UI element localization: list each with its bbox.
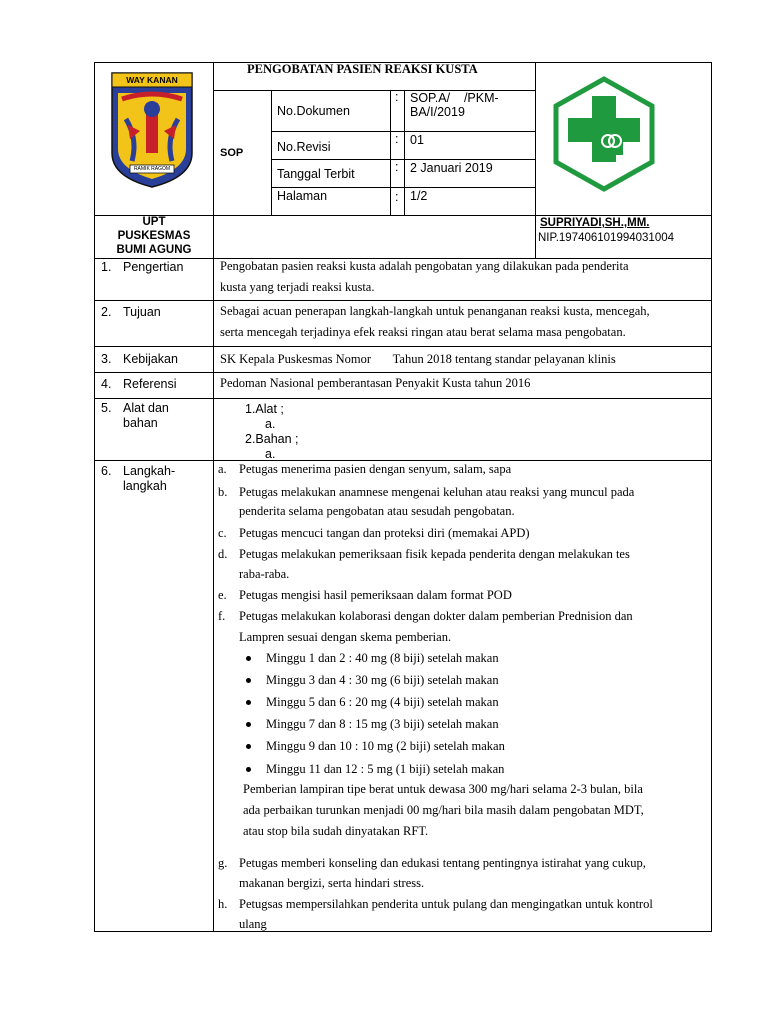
signer-nip: NIP.197406101994031004 <box>538 232 675 244</box>
dose-item: Minggu 1 dan 2 : 40 mg (8 biji) setelah makan <box>266 651 499 665</box>
field-value-no-dokumen-1: SOP.A/ /PKM- <box>410 91 499 105</box>
step-text: penderita selama pengobatan atau sesudah pengobatan. <box>239 504 515 518</box>
dose-item: Minggu 9 dan 10 : 10 mg (2 biji) setelah makan <box>266 739 505 753</box>
referensi-text: Pedoman Nasional pemberantasan Penyakit Kusta tahun 2016 <box>220 376 531 390</box>
field-label-halaman: Halaman <box>277 189 328 203</box>
sop-label: SOP <box>220 147 244 159</box>
bullet-icon <box>246 656 251 661</box>
section-label-alat-dan-bahan: Alat dan <box>123 401 169 415</box>
field-value-no-revisi: 01 <box>410 133 424 147</box>
bullet-icon <box>246 722 251 727</box>
tujuan-text: serta mencegah terjadinya efek reaksi ringan atau berat selama masa pengobatan. <box>220 325 626 339</box>
bahan-heading: 2.Bahan ; <box>245 432 299 446</box>
step-letter: e. <box>218 588 227 602</box>
step-letter: b. <box>218 485 228 499</box>
field-colon: : <box>395 190 399 204</box>
step-letter: a. <box>218 462 227 476</box>
step-text: Petugas melakukan kolaborasi dengan dokter dalam pemberian Prednision dan <box>239 609 633 623</box>
field-label-tanggal-terbit: Tanggal Terbit <box>277 167 355 181</box>
field-colon: : <box>395 132 399 146</box>
bahan-item: a. <box>265 447 276 461</box>
step-text: makanan bergizi, serta hindari stress. <box>239 876 425 890</box>
dose-item: Minggu 7 dan 8 : 15 mg (3 biji) setelah makan <box>266 717 499 731</box>
dose-item: Minggu 5 dan 6 : 20 mg (4 biji) setelah makan <box>266 695 499 709</box>
step-letter: g. <box>218 856 228 870</box>
section-label-alat-dan-bahan: bahan <box>123 416 158 430</box>
tujuan-text: Sebagai acuan penerapan langkah-langkah untuk penanganan reaksi kusta, mencegah, <box>220 304 650 318</box>
field-colon: : <box>395 90 399 104</box>
alat-heading: 1.Alat ; <box>245 402 284 416</box>
step-text: Petugas mengisi hasil pemeriksaan dalam format POD <box>239 588 512 602</box>
kebijakan-text: SK Kepala Puskesmas Nomor Tahun 2018 tentang standar pelayanan klinis <box>220 352 616 366</box>
bullet-icon <box>246 767 251 772</box>
field-label-no-dokumen: No.Dokumen <box>277 104 350 118</box>
document-title: PENGOBATAN PASIEN REAKSI KUSTA <box>247 62 478 76</box>
bullet-icon <box>246 744 251 749</box>
section-number: 5. <box>101 401 112 415</box>
step-letter: h. <box>218 897 228 911</box>
step-text: Lampren sesuai dengan skema pemberian. <box>239 630 452 644</box>
section-label-langkah: Langkah- <box>123 464 176 478</box>
section-label-referensi: Referensi <box>123 377 177 391</box>
section-number: 2. <box>101 305 112 319</box>
bullet-icon <box>246 678 251 683</box>
org-line-3: BUMI AGUNG <box>116 244 192 256</box>
signer-name: SUPRIYADI,SH.,MM. <box>540 217 650 229</box>
section-number: 4. <box>101 377 112 391</box>
logo-title-text: WAY KANAN <box>126 75 178 85</box>
step-text: Petugas melakukan pemeriksaan fisik kepada penderita dengan melakukan tes <box>239 547 630 561</box>
step-text: Petugas menerima pasien dengan senyum, salam, sapa <box>239 462 512 476</box>
lampren-text: Pemberian lampiran tipe berat untuk dewasa 300 mg/hari selama 2-3 bulan, bila <box>243 782 643 796</box>
section-number: 3. <box>101 352 112 366</box>
field-value-no-dokumen-2: BA/I/2019 <box>410 105 465 119</box>
puskesmas-hexagon-icon <box>552 76 656 192</box>
field-label-no-revisi: No.Revisi <box>277 140 331 154</box>
step-text: raba-raba. <box>239 567 290 581</box>
field-value-halaman: 1/2 <box>410 189 428 203</box>
field-colon: : <box>395 160 399 174</box>
step-letter: f. <box>218 609 226 623</box>
puskesmas-logo <box>552 76 656 192</box>
step-text: ulang <box>239 917 267 931</box>
step-text: Petugas melakukan anamnese mengenai keluhan atau reaksi yang muncul pada <box>239 485 635 499</box>
step-letter: d. <box>218 547 228 561</box>
dose-item: Minggu 3 dan 4 : 30 mg (6 biji) setelah makan <box>266 673 499 687</box>
section-label-kebijakan: Kebijakan <box>123 352 178 366</box>
logo-motto-text: RAMIK RAGOM <box>133 166 171 172</box>
section-label-tujuan: Tujuan <box>123 305 161 319</box>
pengertian-text: kusta yang terjadi reaksi kusta. <box>220 280 375 294</box>
step-letter: c. <box>218 526 227 540</box>
lampren-text: atau stop bila sudah dinyatakan RFT. <box>243 824 429 838</box>
section-number: 6. <box>101 464 112 478</box>
bullet-icon <box>246 700 251 705</box>
section-number: 1. <box>101 260 112 274</box>
way-kanan-logo <box>108 69 196 189</box>
step-text: Petugsas mempersilahkan penderita untuk pulang dan mengingatkan untuk kontrol <box>239 897 653 911</box>
pengertian-text: Pengobatan pasien reaksi kusta adalah pengobatan yang dilakukan pada penderita <box>220 259 629 273</box>
step-text: Petugas mencuci tangan dan proteksi diri (memakai APD) <box>239 526 530 540</box>
dose-item: Minggu 11 dan 12 : 5 mg (1 biji) setelah makan <box>266 762 505 776</box>
step-text: Petugas memberi konseling dan edukasi tentang pentingnya istirahat yang cukup, <box>239 856 646 870</box>
section-label-pengertian: Pengertian <box>123 260 184 274</box>
org-line-1: UPT <box>142 216 166 228</box>
field-value-tanggal-terbit: 2 Januari 2019 <box>410 161 493 175</box>
section-label-langkah: langkah <box>123 479 167 493</box>
alat-item: a. <box>265 417 276 431</box>
org-line-2: PUSKESMAS <box>117 230 191 242</box>
lampren-text: ada perbaikan turunkan menjadi 00 mg/hari bila masih dalam pengobatan MDT, <box>243 803 644 817</box>
